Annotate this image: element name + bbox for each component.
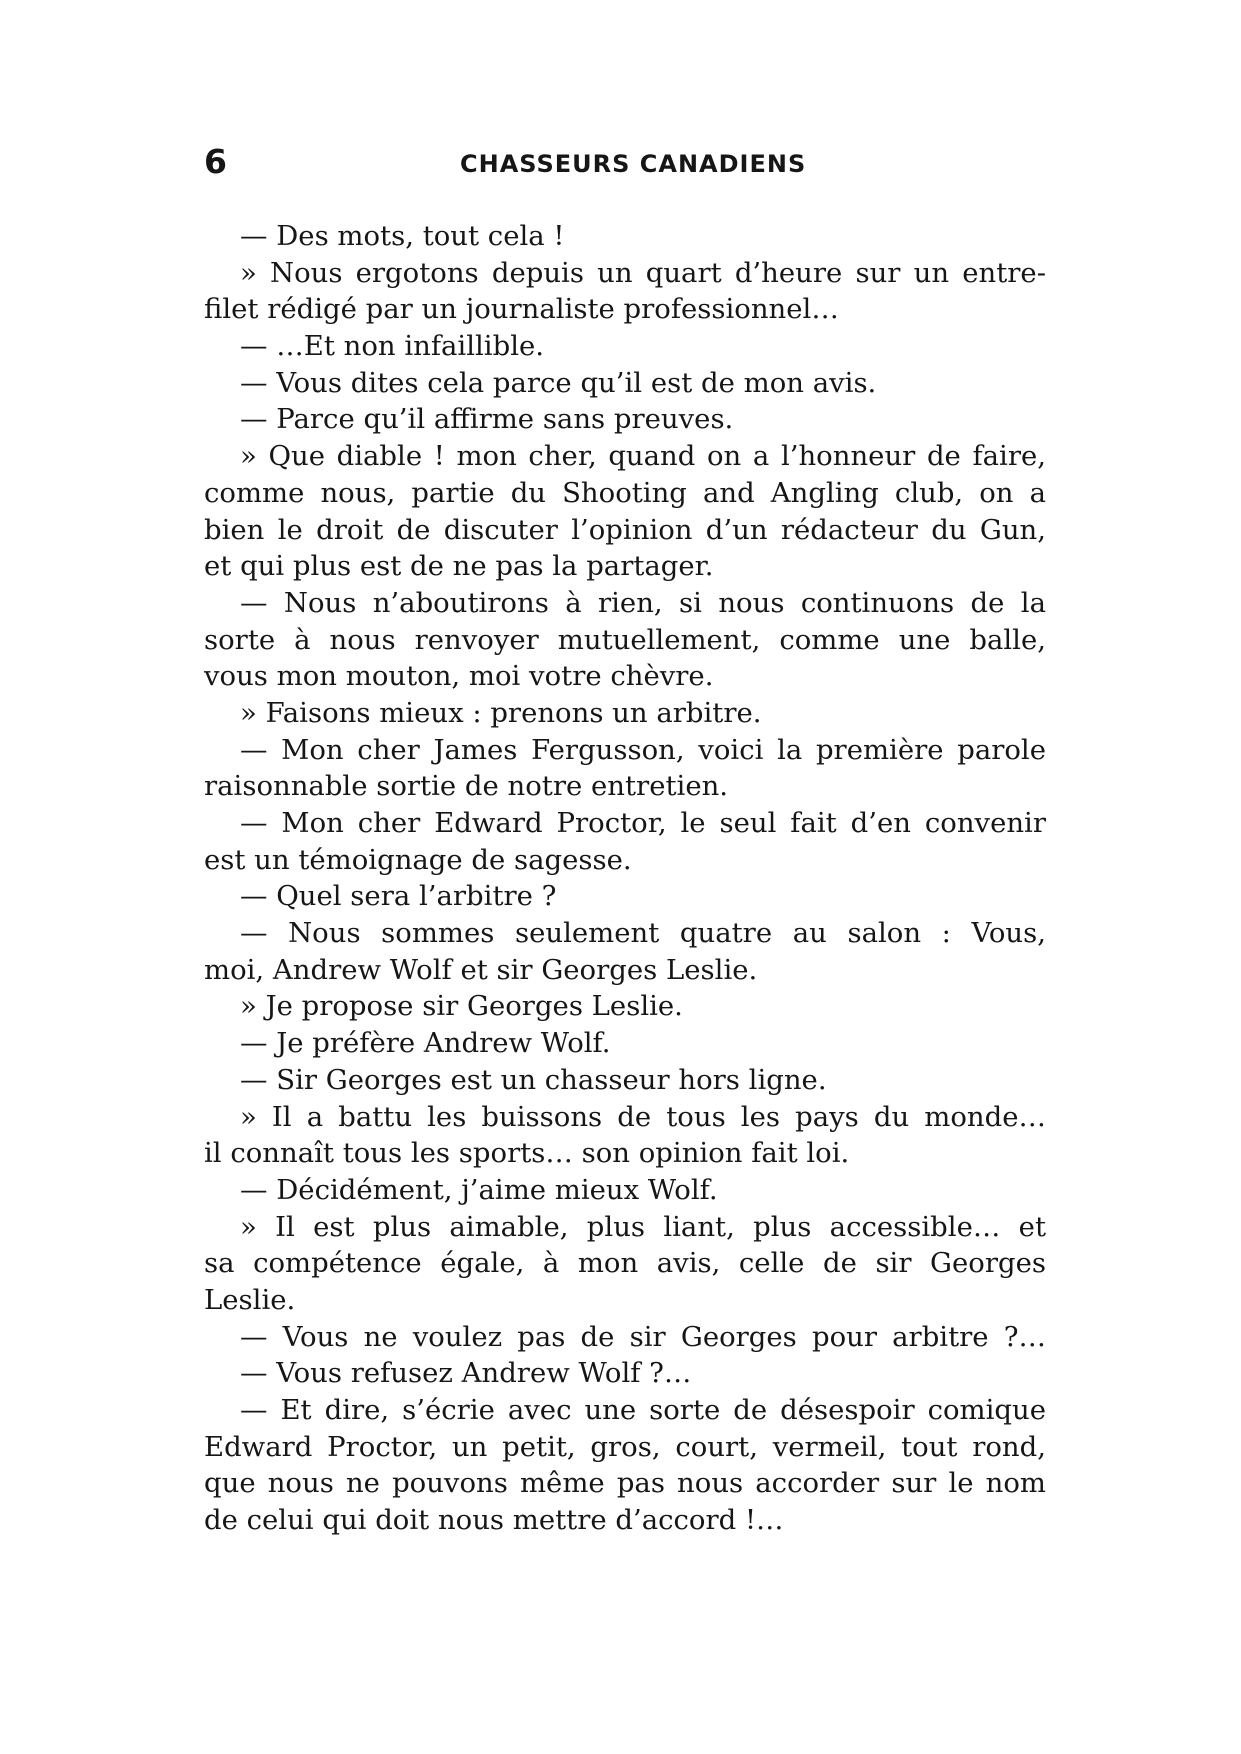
page-number: 6	[204, 142, 227, 181]
text-line: filet rédigé par un journaliste professionnel…	[204, 293, 839, 326]
text-line: — Vous dites cela parce qu’il est de mon avis.	[240, 366, 877, 399]
text-line: — Nous sommes seulement quatre au salon : Vous,	[240, 917, 1046, 950]
text-line: de celui qui doit nous mettre d’accord !…	[204, 1504, 784, 1537]
running-title: CHASSEURS CANADIENS	[460, 150, 807, 178]
text-line: — …Et non infaillible.	[240, 330, 545, 363]
text-line: que nous ne pouvons même pas nous accorder sur le nom	[204, 1467, 1046, 1500]
text-line: Leslie.	[204, 1283, 296, 1316]
text-line: est un témoignage de sagesse.	[204, 843, 632, 876]
body-text	[204, 218, 1046, 1539]
text-line: raisonnable sortie de notre entretien.	[204, 770, 729, 803]
text-line: — Vous refusez Andrew Wolf ?…	[240, 1357, 692, 1390]
text-line: — Sir Georges est un chasseur hors ligne.	[240, 1063, 827, 1096]
text-line: — Vous ne voulez pas de sir Georges pour arbitre ?…	[240, 1320, 1046, 1353]
page-header	[204, 140, 1044, 188]
text-line: sa compétence égale, à mon avis, celle de sir Georges	[204, 1247, 1046, 1280]
text-line: sorte à nous renvoyer mutuellement, comme une balle,	[204, 623, 1046, 656]
text-line: Edward Proctor, un petit, gros, court, vermeil, tout rond,	[204, 1430, 1046, 1463]
text-line: » Je propose sir Georges Leslie.	[240, 990, 683, 1023]
text-line: — Quel sera l’arbitre ?	[240, 880, 557, 913]
text-line: — Des mots, tout cela !	[240, 220, 565, 252]
text-line: il connaît tous les sports… son opinion fait loi.	[204, 1137, 850, 1170]
text-line: — Mon cher Edward Proctor, le seul fait d’en convenir	[240, 807, 1046, 839]
text-line: comme nous, partie du Shooting and Angling club, on a	[204, 476, 1046, 509]
text-line: » Il a battu les buissons de tous les pays du monde…	[240, 1100, 1046, 1133]
text-line: » Que diable ! mon cher, quand on a l’honneur de faire,	[240, 440, 1046, 473]
text-line: — Mon cher James Fergusson, voici la première parole	[240, 733, 1046, 766]
text-line: et qui plus est de ne pas la partager.	[204, 550, 714, 583]
text-line: — Je préfère Andrew Wolf.	[240, 1027, 611, 1060]
text-line: — Et dire, s’écrie avec une sorte de désespoir comique	[240, 1394, 1046, 1426]
text-line: bien le droit de discuter l’opinion d’un rédacteur du Gun,	[204, 513, 1046, 546]
text-line: vous mon mouton, moi votre chèvre.	[204, 660, 714, 693]
text-line: — Décidément, j’aime mieux Wolf.	[240, 1173, 718, 1206]
text-line: » Il est plus aimable, plus liant, plus accessible… et	[240, 1210, 1046, 1243]
text-line: moi, Andrew Wolf et sir Georges Leslie.	[204, 953, 758, 986]
text-line: — Parce qu’il affirme sans preuves.	[240, 403, 734, 436]
text-line: — Nous n’aboutirons à rien, si nous continuons de la	[240, 586, 1046, 619]
text-line: » Nous ergotons depuis un quart d’heure sur un entre-	[240, 256, 1046, 289]
text-line: » Faisons mieux : prenons un arbitre.	[240, 696, 762, 729]
